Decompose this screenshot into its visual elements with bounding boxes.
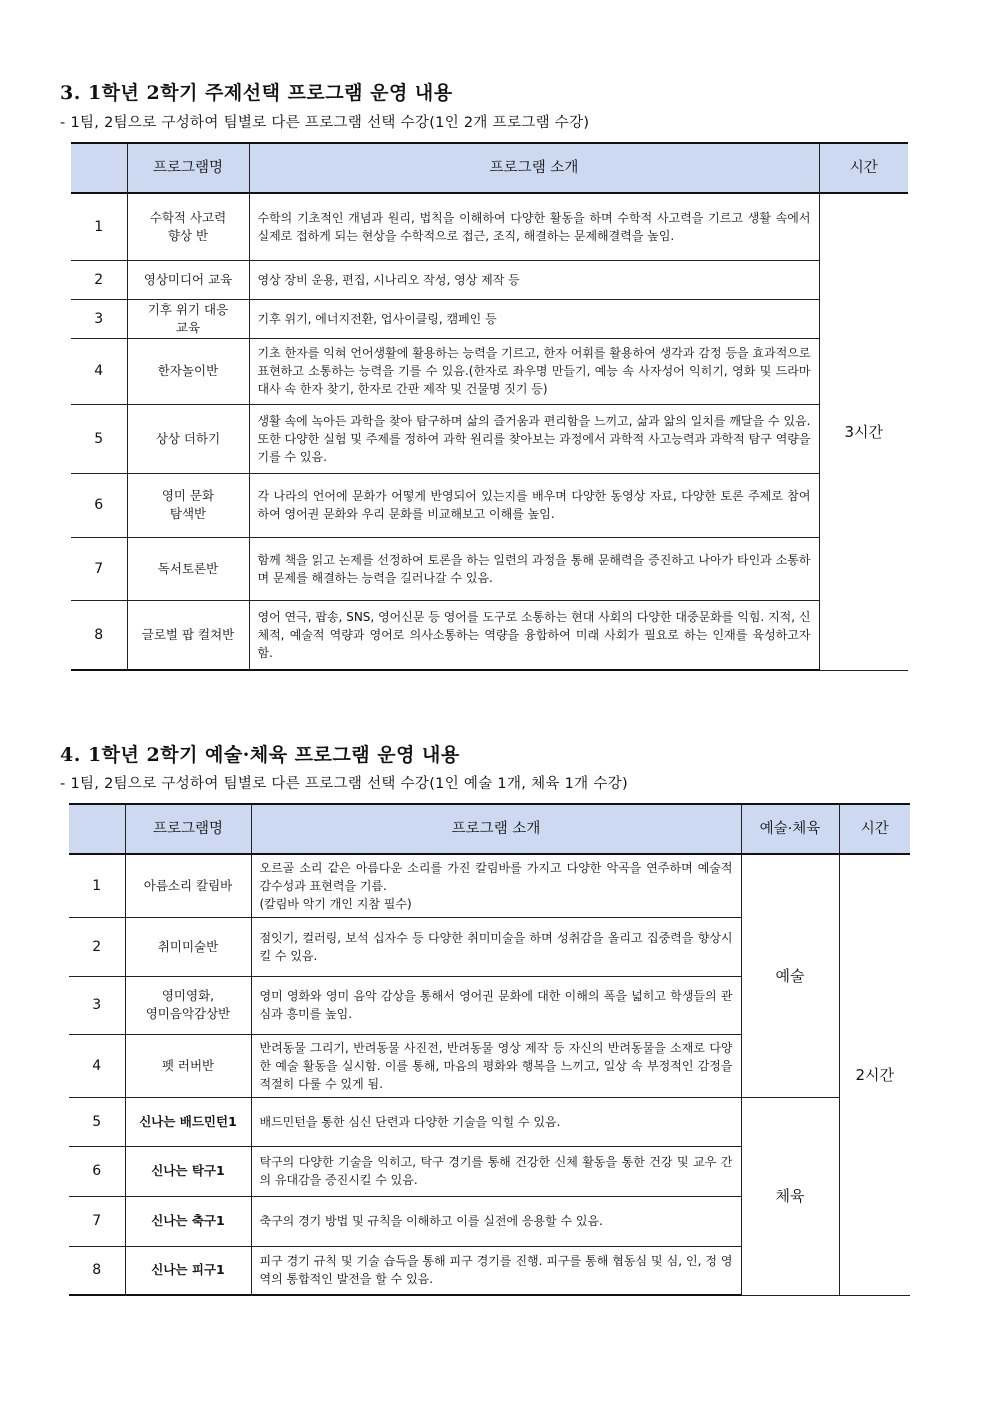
row-number: 3 (71, 299, 127, 338)
topic-program-table (71, 142, 908, 671)
program-name-line: 취미미술반 (157, 938, 219, 954)
program-intro: 생활 속에 녹아든 과학을 찾아 탐구하며 삶의 즐거움과 편리함을 느끼고, 삶과 앎의 일치를 깨달을 수 있음. 또한 다양한 실험 및 주제를 정하여 과학 원리를 찾아보는 과정에서 과학적 사고능력과 과학적 탐구 역량을 기를 수 있음. (249, 404, 819, 473)
table-row (71, 299, 908, 338)
program-name-line: 신나는 피구1 (151, 1262, 225, 1278)
section3-subtitle: - 1팀, 2팀으로 구성하여 팀별로 다른 프로그램 선택 수강(1인 2개 프로그램 수강) (60, 115, 590, 131)
table-row (71, 600, 908, 670)
row-number: 1 (71, 193, 127, 260)
program-name-line: 기후 위기 대응 교육 (147, 301, 229, 335)
program-intro: 탁구의 다양한 기술을 익히고, 탁구 경기를 통해 건강한 신체 활동을 통한 건강 및 교우 간의 유대감을 증진시킬 수 있음. (251, 1146, 741, 1196)
header-program-name: 프로그램명 (125, 804, 251, 854)
program-intro: 배드민턴을 통한 심신 단련과 다양한 기술을 익힐 수 있음. (251, 1097, 741, 1146)
program-intro: 함께 책을 읽고 논제를 선정하여 토론을 하는 일련의 과정을 통해 문해력을 증진하고 나아가 타인과 소통하며 문제를 해결하는 능력을 길러나갈 수 있음. (249, 537, 819, 600)
program-name-line: 신나는 축구1 (151, 1213, 225, 1228)
table-row (71, 260, 908, 299)
table-row (71, 193, 908, 260)
program-name (125, 854, 251, 917)
row-number: 8 (71, 600, 127, 670)
program-intro: 영어 연극, 팝송, SNS, 영어신문 등 영어를 도구로 소통하는 현대 사회의 다양한 대중문화를 익힘. 지적, 신체적, 예술적 역량과 영어로 의사소통하는 역량을 융합하여 미래 사회가 필요로 하는 인재를 육성하고자 함. (249, 600, 819, 670)
program-name (125, 1196, 251, 1246)
program-name (127, 338, 249, 404)
table-header-row (69, 804, 910, 854)
row-number: 7 (69, 1196, 125, 1246)
program-name-line: 영미영화, 영미음악감상반 (145, 988, 231, 1021)
program-name (127, 260, 249, 299)
program-name-line: 수학적 사고력 향상 반 (149, 209, 227, 243)
table-header-row (71, 143, 908, 193)
row-number: 4 (69, 1034, 125, 1097)
program-name (127, 600, 249, 670)
program-intro (251, 854, 741, 917)
header-program-intro: 프로그램 소개 (251, 804, 741, 854)
program-name (125, 1034, 251, 1097)
program-intro: 영상 장비 운용, 편집, 시나리오 작성, 영상 제작 등 (249, 260, 819, 299)
row-number: 3 (69, 976, 125, 1034)
header-program-name: 프로그램명 (127, 143, 249, 193)
program-name (127, 537, 249, 600)
table-row (71, 404, 908, 473)
program-name (125, 1246, 251, 1295)
row-number: 2 (71, 260, 127, 299)
program-intro: 기초 한자를 익혀 언어생활에 활용하는 능력을 기르고, 한자 어휘를 활용하여 생각과 감정 등을 효과적으로 표현하고 소통하는 능력을 기를 수 있음.(한자로 좌우명 만들기, 예능 속 사자성어 익히기, 영화 및 드라마 대사 속 한자 찾기, 한자로 간판 제작 및 건물명 짓기 등) (249, 338, 819, 404)
program-name-line: 영미 문화 탐색반 (161, 488, 215, 521)
time-cell: 3시간 (819, 193, 908, 670)
program-name (125, 1097, 251, 1146)
program-name (127, 193, 249, 260)
header-no (71, 143, 127, 193)
program-intro: 축구의 경기 방법 및 규칙을 이해하고 이를 실전에 응용할 수 있음. (251, 1196, 741, 1246)
program-intro-text: 오르골 소리 같은 아름다운 소리를 가진 칼림바를 가지고 다양한 악곡을 연주하며 예술적 감수성과 표현력을 기름. (칼림바 악기 개인 지참 필수) (259, 860, 733, 911)
section4-subtitle: - 1팀, 2팀으로 구성하여 팀별로 다른 프로그램 선택 수강(1인 예술 1개, 체육 1개 수강) (60, 776, 628, 792)
program-name-line: 펫 러버반 (161, 1057, 215, 1073)
program-name (127, 473, 249, 537)
program-intro: 기후 위기, 에너지전환, 업사이클링, 캠페인 등 (249, 299, 819, 338)
row-number: 4 (71, 338, 127, 404)
row-number: 2 (69, 917, 125, 976)
header-no (69, 804, 125, 854)
program-name (125, 976, 251, 1034)
section3-title: 3. 1학년 2학기 주제선택 프로그램 운영 내용 (60, 82, 453, 104)
program-name-line: 한자놀이반 (157, 363, 219, 378)
header-category: 예술·체육 (741, 804, 839, 854)
program-name-line: 상상 더하기 (155, 430, 221, 446)
program-intro: 점잇기, 컬러링, 보석 십자수 등 다양한 취미미술을 하며 성취감을 올리고 집중력을 향상시킬 수 있음. (251, 917, 741, 976)
row-number: 6 (71, 473, 127, 537)
table-row (69, 854, 910, 917)
program-name-line: 신나는 탁구1 (151, 1163, 225, 1178)
row-number: 6 (69, 1146, 125, 1196)
category-art-cell: 예술 (741, 854, 839, 1097)
row-number: 1 (69, 854, 125, 917)
program-intro: 피구 경기 규칙 및 기술 습득을 통해 피구 경기를 진행. 피구를 통해 협동심 및 심, 인, 정 영역의 통합적인 발전을 할 수 있음. (251, 1246, 741, 1295)
header-time: 시간 (819, 143, 908, 193)
program-intro: 영미 영화와 영미 음악 감상을 통해서 영어권 문화에 대한 이해의 폭을 넓히고 학생들의 관심과 흥미를 높임. (251, 976, 741, 1034)
table-row (71, 537, 908, 600)
program-name (125, 1146, 251, 1196)
program-name-line: 영상미디어 교육 (143, 271, 233, 287)
row-number: 5 (71, 404, 127, 473)
row-number: 5 (69, 1097, 125, 1146)
header-program-intro: 프로그램 소개 (249, 143, 819, 193)
row-number: 7 (71, 537, 127, 600)
arts-sports-program-table (69, 803, 910, 1296)
program-name-line: 글로벌 팝 컬쳐반 (141, 626, 235, 642)
header-time: 시간 (839, 804, 910, 854)
table-row (69, 1097, 910, 1146)
program-intro: 반려동물 그리기, 반려동물 사진전, 반려동물 영상 제작 등 자신의 반려동물을 소재로 다양한 예술 활동을 실시함. 이를 통해, 마음의 평화와 행복을 느끼고, 일상 속 부정적인 감정을 적절히 다룰 수 있게 됨. (251, 1034, 741, 1097)
program-name (125, 917, 251, 976)
program-name (127, 404, 249, 473)
section4-title: 4. 1학년 2학기 예술·체육 프로그램 운영 내용 (60, 744, 460, 766)
program-name-line: 아름소리 칼림바 (143, 877, 233, 893)
table-row (71, 473, 908, 537)
program-intro: 각 나라의 언어에 문화가 어떻게 반영되어 있는지를 배우며 다양한 동영상 자료, 다양한 토론 주제로 참여하여 영어권 문화와 우리 문화를 비교해보고 이해를 높임. (249, 473, 819, 537)
program-name (127, 299, 249, 338)
program-intro: 수학의 기초적인 개념과 원리, 법칙을 이해하여 다양한 활동을 하며 수학적 사고력을 기르고 생활 속에서 실제로 접하게 되는 현상을 수학적으로 접근, 조직, 해결하는 문제해결력을 높임. (249, 193, 819, 260)
time-cell: 2시간 (839, 854, 910, 1295)
table-row (71, 338, 908, 404)
program-name-line: 신나는 배드민턴1 (139, 1113, 237, 1129)
program-name-line: 독서토론반 (157, 560, 219, 576)
row-number: 8 (69, 1246, 125, 1295)
category-pe-cell: 체육 (741, 1097, 839, 1295)
